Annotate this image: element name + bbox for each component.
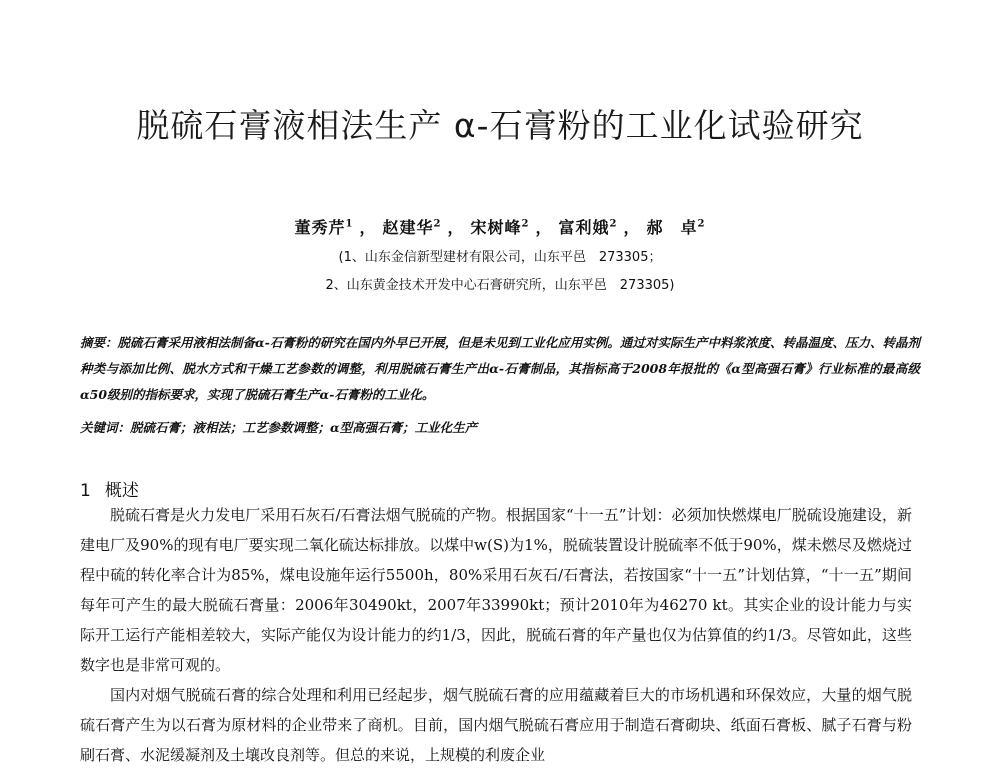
keywords: 关键词：脱硫石膏；液相法；工艺参数调整；α型高强石膏；工业化生产 (80, 420, 478, 435)
author-separator: ， (359, 218, 377, 237)
author-separator: ， (623, 218, 641, 237)
body-paragraph: 国内对烟气脱硫石膏的综合处理和利用已经起步，烟气脱硫石膏的应用蕴藏着巨大的市场机遇和环保效应，大量的烟气脱硫石膏产生为以石膏为原材料的企业带来了商机。目前，国内烟气脱硫石膏应用于制造石膏砌块、纸面石膏板、腻子石膏与粉刷石膏、水泥缓凝剂及土壤改良剂等。但总的来说，上规模的利废企业 (80, 686, 912, 764)
abstract: 摘要：脱硫石膏采用液相法制备α-石膏粉的研究在国内外早已开展，但是未见到工业化应用实例。通过对实际生产中料浆浓度、转晶温度、压力、转晶剂种类与添加比例、脱水方式和干燥工艺参数的调整，利用脱硫石膏生产出α-石膏制品，其指标高于2008年报批的《α型高强石膏》行业标准的最高级α50级别的指标要求，实现了脱硫石膏生产α-石膏粉的工业化。 (80, 335, 920, 402)
author-list (0, 215, 1000, 238)
author: 富利娥$^2$ (558, 218, 618, 237)
body-paragraph: 脱硫石膏是火力发电厂采用石灰石/石膏法烟气脱硫的产物。根据国家“十一五”计划：必须加快燃煤电厂脱硫设施建设，新建电厂及90%的现有电厂要实现二氧化硫达标排放。以煤中w(S)为1%，脱硫装置设计脱硫率不低于90%，煤未燃尽及燃烧过程中硫的转化率合计为85%，煤电设施年运行5500h，80%采用石灰石/石膏法，若按国家“十一五”计划估算，“十一五”期间每年可产生的最大脱硫石膏量：2006年30490kt，2007年33990kt；预计2010年为46270 kt。其实企业的设计能力与实际开工运行产能相差较大，实际产能仅为设计能力的约1/3，因此，脱硫石膏的年产量也仅为估算值的约1/3。尽管如此，这些数字也是非常可观的。 (80, 506, 912, 674)
author: 董秀芹$^1$ (294, 218, 354, 237)
author: 赵建华$^2$ (382, 218, 442, 237)
section-title: 概述 (104, 481, 139, 501)
affiliation-1: (1、山东金信新型建材有限公司，山东平邑 273305； (338, 250, 662, 265)
author-separator: ， (447, 218, 465, 237)
author: 宋树峰$^2$ (470, 218, 530, 237)
section-body (80, 500, 912, 770)
affiliation-2: 2、山东黄金技术开发中心石膏研究所，山东平邑 273305) (325, 278, 675, 293)
author-separator: ， (535, 218, 553, 237)
section-number: 1 (80, 481, 91, 501)
author: 郝 卓$^2$ (646, 218, 706, 237)
section-heading (80, 476, 139, 501)
paper-title: 脱硫石膏液相法生产 α-石膏粉的工业化试验研究 (136, 106, 864, 145)
